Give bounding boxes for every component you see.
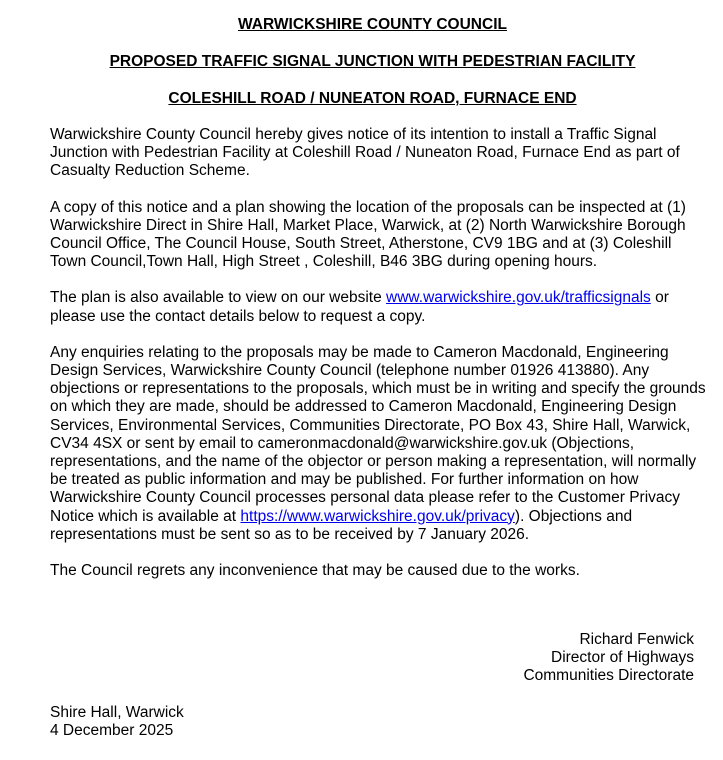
signatory-directorate: Communities Directorate (523, 667, 694, 685)
website-text-before: The plan is also available to view on our website (50, 289, 387, 307)
notice-body (50, 126, 710, 598)
website-paragraph (50, 289, 710, 325)
signatory-name: Richard Fenwick (579, 631, 694, 648)
signatory-title: Director of Highways (551, 649, 694, 667)
intention-paragraph: Warwickshire County Council hereby gives notice of its intention to install a Traffic Signal Junction with Pedestrian Facility at Coleshill Road / Nuneaton Road, Furnace End as part of Casualty Reduction Scheme. (50, 126, 680, 180)
proposal-heading: PROPOSED TRAFFIC SIGNAL JUNCTION WITH PEDESTRIAN FACILITY (109, 53, 636, 70)
council-heading: WARWICKSHIRE COUNTY COUNCIL (238, 16, 507, 33)
traffic-signals-link[interactable]: www.warwickshire.gov.uk/trafficsignals (386, 289, 651, 307)
signature-block (523, 631, 694, 686)
footer-block (50, 704, 184, 740)
enquiries-text-after: ). Objections and representations must be sent so as to be received by 7 January 2026. (50, 507, 633, 543)
footer-place: Shire Hall, Warwick (50, 704, 184, 721)
privacy-link[interactable]: https://www.warwickshire.gov.uk/privacy (240, 507, 515, 525)
location-heading: COLESHILL ROAD / NUNEATON ROAD, FURNACE END (168, 90, 577, 107)
regrets-paragraph: The Council regrets any inconvenience that may be caused due to the works. (50, 562, 580, 580)
inspection-paragraph: A copy of this notice and a plan showing the location of the proposals can be inspected at (1) Warwickshire Direct in Shire Hall, Market Place, Warwick, at (2) North Warwickshire Borough Council Office, The Council House, South Street, Atherstone, CV9 1BG and at (3) Coleshill Town Council,Town Hall, High Street , Coleshill, B46 3BG during opening hours. (50, 198, 686, 271)
footer-date: 4 December 2025 (50, 722, 174, 740)
enquiries-paragraph (50, 344, 710, 544)
enquiries-text-before: Any enquiries relating to the proposals may be made to Cameron Macdonald, Engineering Design Services, Warwickshire County Council (telephone number 01926 413880). Any objections or representations to the proposals, which must be in writing and specify the grounds on which they are made, should be addressed to Cameron Macdonald, Engineering Design Services, Environmental Services, Communities Directorate, PO Box 43, Shire Hall, Warwick, CV34 4SX or sent by email to cameronmacdonald@warwickshire.gov.uk (Objections, representations, and the name of the objector or person making a representation, will normally be treated as public information and may be published. For further information on how Warwickshire County Council processes personal data please refer to the Customer Privacy Notice which is available at (50, 343, 706, 525)
website-text-after: or please use the contact details below to request a copy. (50, 289, 669, 325)
